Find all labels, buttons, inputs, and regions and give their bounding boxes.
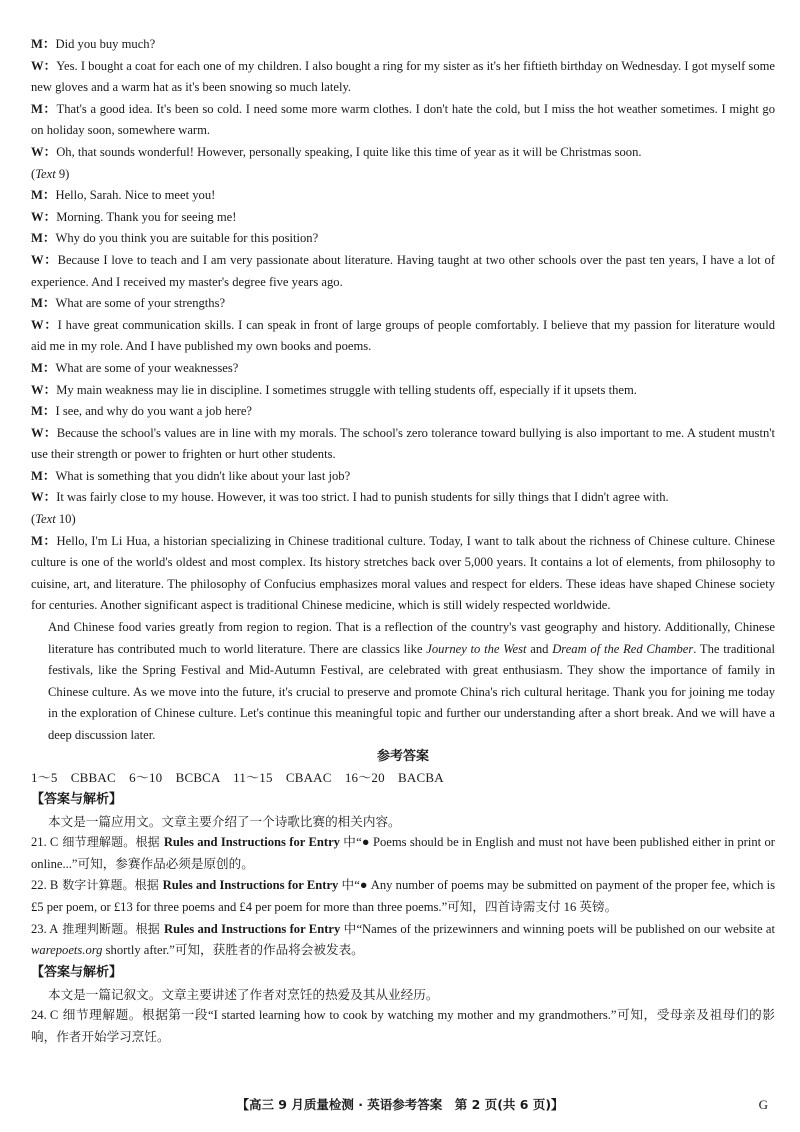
document-page (31, 34, 775, 1049)
dialogue-line (31, 228, 775, 250)
answer-item-24: 24. C 细节理解题。根据第一段“I started learning how to cook by watching my mother and my grandmothers.”可知，受母亲及祖母们的影响，作者开始学习烹饪。 (31, 1008, 775, 1044)
dialogue-line (31, 185, 775, 207)
dialogue-text: Why do you think you are suitable for this position? (55, 231, 319, 246)
speaker-tag: M： (31, 37, 56, 51)
answer-item-23: 23. A 推理判断题。根据 Rules and Instructions for Entry 中“Names of the prizewinners and winning poets will be published on our website at warepoets.org shortly after.”可知，获胜者的作品将会被发表。 (31, 921, 775, 958)
page-footer (0, 1095, 800, 1119)
dialogue-line (31, 380, 775, 402)
speaker-tag: M： (31, 188, 56, 203)
speaker-tag: W： (31, 490, 57, 505)
dialogue-text: My main weakness may lie in discipline. I sometimes struggle with telling students off, especially if it upsets them. (56, 382, 637, 397)
speaker-tag: W： (31, 144, 57, 159)
dialogue-line (31, 358, 775, 380)
section1-head: 【答案与解析】 (31, 791, 123, 807)
section2-head: 【答案与解析】 (31, 964, 123, 980)
speaker-tag: M： (31, 468, 56, 483)
text9-label: (Text 9) (31, 166, 70, 181)
dialogue-text: What are some of your strengths? (55, 296, 226, 311)
dialogue-text: Hello, Sarah. Nice to meet you! (55, 188, 216, 203)
answer-item-22: 22. B 数字计算题。根据 Rules and Instructions for Entry 中“● Any number of poems may be submitted on payment of the proper fee, which is £5 per poem, or £13 for three poems and £4 per poem for more than three poems.”可知，四首诗需支付 16 英镑。 (31, 878, 775, 914)
dialogue-text: Morning. Thank you for seeing me! (56, 209, 237, 224)
footer-page-info: 【高三 9 月质量检测 · 英语参考答案 第 2 页(共 6 页)】 (236, 1097, 564, 1112)
dialogue-text: I have great communication skills. I can speak in front of large groups of people comfortably. I believe that my passion for literature would aid me in my role. And I have published my own books and poems. (31, 317, 775, 354)
dialogue-line (31, 207, 775, 229)
dialogue-line (31, 401, 775, 423)
section1-intro: 本文是一篇应用文。文章主要介绍了一个诗歌比赛的相关内容。 (48, 813, 401, 829)
section2-intro: 本文是一篇记叙文。文章主要讲述了作者对烹饪的热爱及其从业经历。 (48, 986, 439, 1002)
dialogue-text: Oh, that sounds wonderful! However, personally speaking, I quite like this time of year as it will be Christmas soon. (56, 144, 642, 159)
text10-label: (Text 10) (31, 512, 76, 527)
dialogue-text: What are some of your weaknesses? (55, 360, 239, 375)
text8-dialogue (31, 34, 775, 164)
speaker-tag: W： (31, 425, 57, 440)
dialogue-line (31, 423, 775, 466)
speaker-tag: W： (31, 317, 58, 332)
answers-title: 参考答案 (376, 748, 429, 764)
dialogue-line (31, 34, 775, 56)
dialogue-line (31, 466, 775, 488)
speaker-tag: M： (31, 360, 56, 375)
dialogue-line (31, 56, 775, 99)
text10-para1: M：Hello, I'm Li Hua, a historian specializing in Chinese traditional culture. Today, I want to talk about the richness of Chinese culture. Chinese culture is one of the world's oldest and most complex. Its history stretches back over 5,000 years. It contains a lot of elements, from philosophy to cuisine, art, and literature. The philosophy of Confucius emphasizes moral values and respect for elders. These ideas have shaped Chinese society for centuries. Another significant aspect is traditional Chinese medicine, which is still widely respected worldwide. (31, 533, 776, 613)
footer-version-letter: G (758, 1097, 768, 1112)
dialogue-text: That's a good idea. It's been so cold. I need some more warm clothes. I don't hate the cold, but I miss the hot weather sometimes. I might go on holiday soon, somewhere warm. (31, 101, 776, 138)
dialogue-text: Did you buy much? (55, 37, 156, 51)
dialogue-text: Yes. I bought a coat for each one of my children. I also bought a ring for my sister as it's her fiftieth birthday on Wednesday. I got myself some new gloves and a warm hat as it's been snowing so much lately. (31, 58, 776, 95)
dialogue-line (31, 142, 775, 164)
dialogue-line (31, 487, 775, 509)
text10-para2: And Chinese food varies greatly from region to region. That is a reflection of the country's vast geography and history. Additionally, Chinese literature has contributed much to world literature. There are classics like Journey to the West and Dream of the Red Chamber. The traditional festivals, like the Spring Festival and Mid-Autumn Festival, are celebrated with great enthusiasm. They show the importance of family in Chinese culture. As we move into the future, it's crucial to preserve and promote China's rich cultural heritage. Thank you for joining me today in the exploration of Chinese culture. Let's continue this meaningful topic and further our understanding after a short break. And we will have a deep discussion later. (48, 620, 775, 742)
speaker-tag: W： (31, 209, 57, 224)
dialogue-text: What is something that you didn't like about your last job? (55, 468, 351, 483)
dialogue-text: I see, and why do you want a job here? (55, 404, 253, 419)
dialogue-line (31, 250, 775, 293)
dialogue-text: Because the school's values are in line with my morals. The school's zero tolerance toward bullying is also important to me. A student mustn't use their strength or power to frighten or hurt other students. (31, 425, 776, 462)
dialogue-line (31, 293, 775, 315)
speaker-tag: M： (31, 296, 56, 311)
speaker-tag: M： (31, 404, 56, 419)
text9-dialogue (31, 185, 775, 509)
speaker-tag: W： (31, 252, 58, 267)
answer-keys: 1～5 CBBAC 6～10 BCBCA 11～15 CBAAC 16～20 BACBA (31, 769, 444, 785)
dialogue-line (31, 99, 775, 142)
speaker-tag: M： (31, 101, 57, 116)
speaker-tag: W： (31, 58, 57, 73)
dialogue-text: Because I love to teach and I am very passionate about literature. Having taught at two other schools over the past ten years, I have a lot of experience. And I received my master's degree five years ago. (31, 252, 775, 289)
answer-item-21: 21. C 细节理解题。根据 Rules and Instructions for Entry 中“● Poems should be in English and must not have been published either in print or online...”可知，参赛作品必须是原创的。 (31, 835, 775, 871)
speaker-tag: W： (31, 382, 57, 397)
dialogue-text: It was fairly close to my house. However, it was too strict. I had to punish students for silly things that I didn't agree with. (56, 490, 669, 505)
speaker-tag: M： (31, 231, 56, 246)
dialogue-line (31, 315, 775, 358)
